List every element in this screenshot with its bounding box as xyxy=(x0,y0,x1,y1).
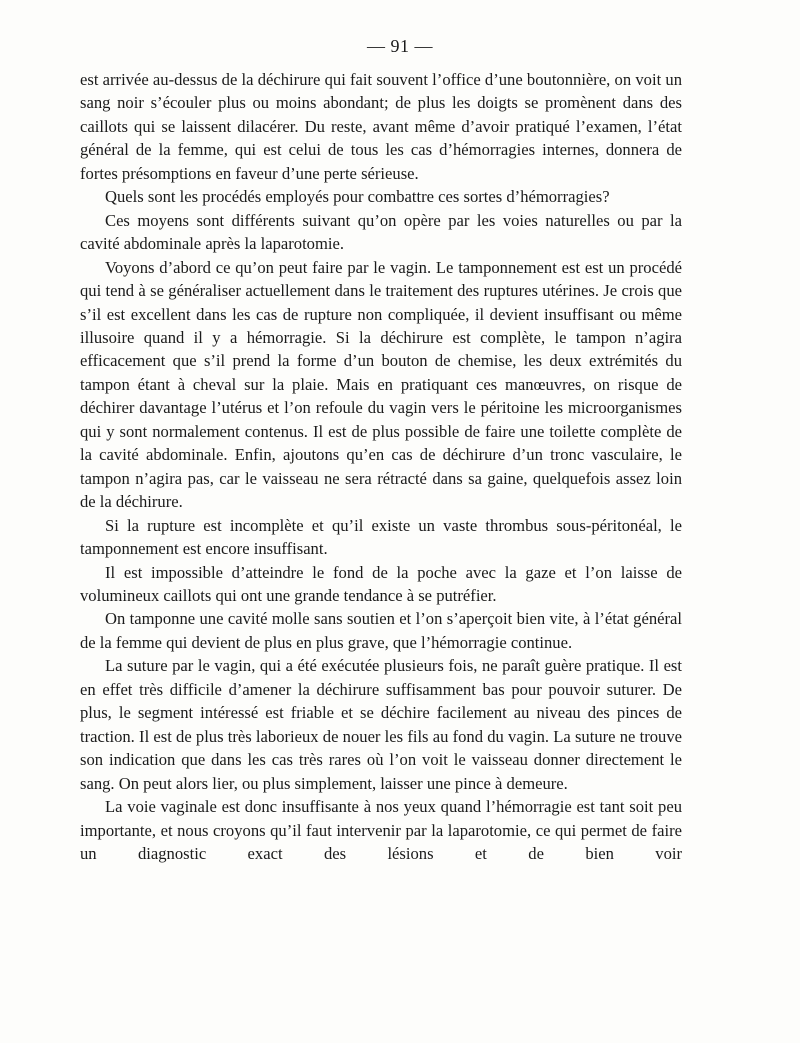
paragraph-4: Voyons d’abord ce qu’on peut faire par le vagin. Le tamponnement est est un procédé qui tend à se généraliser actuellement dans le traitement des ruptures utérines. Je crois que s’il est excellent dans les cas de rupture non compliquée, il devient insuffisant ou même illusoire quand il y a hémorragie. Si la déchirure est complète, le tampon n’agira efficacement que s’il prend la forme d’un bouton de chemise, les deux extrémités du tampon étant à cheval sur la plaie. Mais en pratiquant ces manœuvres, on risque de déchirer davantage l’utérus et l’on refoule du vagin vers le péritoine les microorganismes qui y sont normalement contenus. Il est de plus possible de faire une toilette complète de la cavité abdominale. Enfin, ajoutons qu’en cas de déchirure d’un tronc vasculaire, le tampon n’agira pas, car le vaisseau ne sera rétracté dans sa gaine, quelquefois assez loin de la déchirure. xyxy=(80,257,682,512)
page-number: — 91 — xyxy=(367,36,433,56)
paragraph-3: Ces moyens sont différents suivant qu’on opère par les voies naturelles ou par la cavité abdominale après la laparotomie. xyxy=(80,210,682,254)
paragraph-2: Quels sont les procédés employés pour combattre ces sortes d’hémorragies? xyxy=(105,187,610,207)
paragraph-8: La suture par le vagin, qui a été exécutée plusieurs fois, ne paraît guère pratique. Il est en effet très difficile d’amener la déchirure suffisamment bas pour pouvoir suturer. De plus, le segment intéressé est friable et se déchire facilement au niveau des pinces de traction. Il est de plus très laborieux de nouer les fils au fond du vagin. La suture ne trouve son indication que dans les cas très rares où l’on voit le vaisseau donner directement le sang. On peut alors lier, ou plus simplement, laisser une pince à demeure. xyxy=(80,656,682,793)
paragraph-6: Il est impossible d’atteindre le fond de la poche avec la gaze et l’on laisse de volumineux caillots qui ont une grande tendance à se putréfier. xyxy=(80,562,682,605)
paragraph-9: La voie vaginale est donc insuffisante à nos yeux quand l’hémorragie est tant soit peu importante, et nous croyons qu’il faut intervenir par la laparotomie, ce qui permet de faire un diagnostic exact des lésions et de bien voir xyxy=(80,797,682,863)
paragraph-5: Si la rupture est incomplète et qu’il existe un vaste thrombus sous-péritonéal, le tamponnement est encore insuffisant. xyxy=(80,515,682,559)
paragraph-7: On tamponne une cavité molle sans soutien et l’on s’aperçoit bien vite, à l’état général de la femme qui devient de plus en plus grave, que l’hémorragie continue. xyxy=(80,609,682,652)
paragraph-1: est arrivée au-dessus de la déchirure qui fait souvent l’office d’une boutonnière, on voit un sang noir s’écouler plus ou moins abondant; de plus les doigts se promènent dans des caillots qui se laissent dilacérer. Du reste, avant même d’avoir pratiqué l’examen, l’état général de la femme, qui est celui de tous les cas d’hémorragies internes, donnera de fortes présomptions en faveur d’une perte sérieuse. xyxy=(80,70,682,183)
body-text xyxy=(80,68,682,865)
